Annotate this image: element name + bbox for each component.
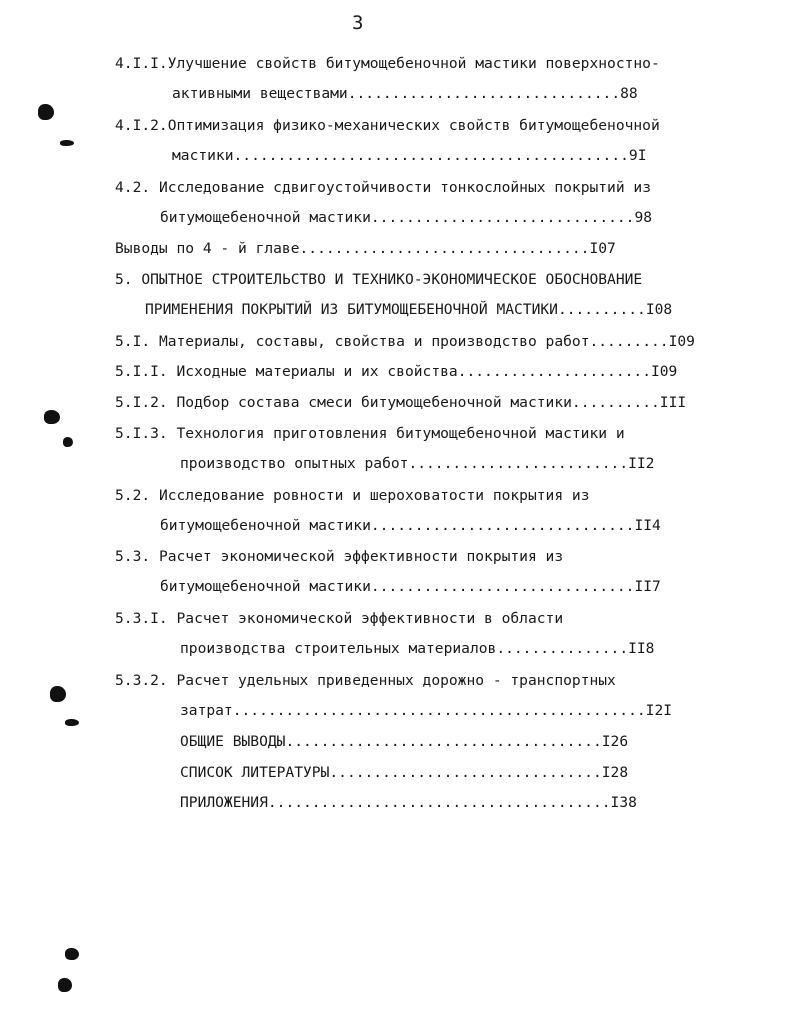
entry-title: Исследование ровности и шероховатости покрытия из xyxy=(158,487,590,504)
page-ref: I26 xyxy=(601,733,629,750)
section-number: 5.3.2. xyxy=(115,672,168,689)
entry-title: активными веществами xyxy=(172,85,348,102)
section-number: 5.I. xyxy=(115,333,151,350)
toc-entry-4-2-cont xyxy=(160,208,652,228)
scan-spot xyxy=(65,948,79,960)
entry-title: ОБЩИЕ ВЫВОДЫ xyxy=(180,733,286,750)
page-number: 3 xyxy=(352,12,364,34)
page-ref: 88 xyxy=(620,85,638,102)
section-number: 5. xyxy=(115,271,133,288)
section-number: 4.2. xyxy=(115,179,151,196)
scan-spot xyxy=(44,410,60,424)
entry-title: СПИСОК ЛИТЕРАТУРЫ xyxy=(180,764,330,781)
entry-title: Исследование сдвигоустойчивости тонкослойных покрытий из xyxy=(158,179,651,196)
entry-title: ПРИМЕНЕНИЯ ПОКРЫТИЙ ИЗ БИТУМОЩЕБЕНОЧНОЙ МАСТИКИ xyxy=(145,301,558,318)
entry-title: Оптимизация физико-механических свойств битумощебеночной xyxy=(167,117,660,134)
page-ref: II7 xyxy=(634,578,661,595)
toc-entry-5-1-2 xyxy=(115,393,686,413)
section-number: 5.I.3. xyxy=(115,425,168,442)
toc-entry-conclusions-4 xyxy=(115,239,616,259)
section-number: 5.3.I. xyxy=(115,610,168,627)
toc-entry-5-3 xyxy=(115,547,563,567)
page-ref: 9I xyxy=(628,147,647,164)
section-number: 5.3. xyxy=(115,548,151,565)
leader-dots: ............................... xyxy=(347,85,621,102)
toc-entry-5-3-2-cont xyxy=(180,701,672,721)
page-ref: II2 xyxy=(628,455,655,472)
toc-entry-5-cont xyxy=(145,300,672,320)
entry-title: Выводы по 4 - й главе xyxy=(115,240,300,257)
page-ref: 98 xyxy=(634,209,653,226)
toc-entry-5-3-1-cont xyxy=(180,639,654,659)
page-ref: I28 xyxy=(601,764,629,781)
entry-title: производство опытных работ xyxy=(180,455,409,472)
entry-title: Исходные материалы и их свойства xyxy=(176,363,458,380)
leader-dots: ......................... xyxy=(408,455,629,472)
toc-entry-5-3-2 xyxy=(115,671,616,691)
leader-dots: ................................. xyxy=(299,240,590,257)
entry-title: Технология приготовления битумощебеночной мастики и xyxy=(176,425,625,442)
entry-title: ПРИЛОЖЕНИЯ xyxy=(180,794,268,811)
entry-title: производства строительных материалов xyxy=(180,640,497,657)
section-number: 5.I.I. xyxy=(115,363,168,380)
leader-dots: ............................................... xyxy=(232,702,646,719)
page-ref: I08 xyxy=(645,301,673,318)
page-ref: III xyxy=(659,394,687,411)
page-ref: I38 xyxy=(610,794,637,811)
entry-title: битумощебеночной мастики xyxy=(160,209,371,226)
page-ref: II8 xyxy=(628,640,655,657)
entry-title: Расчет удельных приведенных дорожно - транспортных xyxy=(176,672,616,689)
section-number: 5.2. xyxy=(115,487,151,504)
leader-dots: .......... xyxy=(571,394,660,411)
toc-entry-appendices xyxy=(180,793,637,813)
leader-dots: ............................................. xyxy=(233,147,629,164)
leader-dots: ............................... xyxy=(329,764,602,781)
toc-entry-4-1-2 xyxy=(115,116,660,136)
leader-dots: .......... xyxy=(557,301,646,318)
scan-spot xyxy=(65,719,79,726)
page-ref: I09 xyxy=(668,333,695,350)
page-ref: I09 xyxy=(650,363,678,380)
scan-spot xyxy=(50,686,66,702)
entry-title: затрат xyxy=(180,702,233,719)
entry-title: Расчет экономической эффективности в области xyxy=(176,610,564,627)
toc-entry-4-1-2-cont xyxy=(172,146,646,166)
leader-dots: ......... xyxy=(589,333,669,350)
leader-dots: .............................. xyxy=(370,517,635,534)
section-number: 5.I.2. xyxy=(115,394,168,411)
entry-title: битумощебеночной мастики xyxy=(160,578,371,595)
section-number: 4.I.I. xyxy=(115,55,168,72)
toc-entry-5-1-3 xyxy=(115,424,625,444)
scan-spot xyxy=(60,140,74,146)
toc-entry-general-conclusions xyxy=(180,732,628,752)
toc-entry-5-1-1 xyxy=(115,362,677,382)
toc-entry-5-1 xyxy=(115,332,695,352)
scan-spot xyxy=(38,104,54,120)
entry-title: битумощебеночной мастики xyxy=(160,517,371,534)
toc-entry-5-3-cont xyxy=(160,577,661,597)
entry-title: Улучшение свойств битумощебеночной мастики поверхностно- xyxy=(167,55,660,72)
entry-title: Подбор состава смеси битумощебеночной мастики xyxy=(176,394,572,411)
toc-entry-4-1-1 xyxy=(115,54,660,74)
entry-title: мастики xyxy=(172,147,234,164)
entry-title: ОПЫТНОЕ СТРОИТЕЛЬСТВО И ТЕХНИКО-ЭКОНОМИЧЕСКОЕ ОБОСНОВАНИЕ xyxy=(141,271,643,288)
scan-spot xyxy=(63,437,73,447)
toc-entry-5-1-3-cont xyxy=(180,454,654,474)
toc-entry-5 xyxy=(115,270,642,290)
entry-title: Расчет экономической эффективности покрытия из xyxy=(158,548,564,565)
leader-dots: .............................. xyxy=(370,209,635,226)
section-number: 4.I.2. xyxy=(115,117,168,134)
toc-entry-4-2 xyxy=(115,178,651,198)
toc-entry-5-2 xyxy=(115,486,589,506)
entry-title: Материалы, составы, свойства и производство работ xyxy=(158,333,590,350)
leader-dots: ...................... xyxy=(457,363,651,380)
toc-entry-5-2-cont xyxy=(160,516,661,536)
toc-entry-4-1-1-cont xyxy=(172,84,638,104)
page-ref: I2I xyxy=(645,702,673,719)
leader-dots: .................................... xyxy=(285,733,602,750)
scan-spot xyxy=(58,978,72,992)
leader-dots: ............... xyxy=(496,640,629,657)
leader-dots: .............................. xyxy=(370,578,635,595)
toc-entry-references xyxy=(180,763,628,783)
toc-entry-5-3-1 xyxy=(115,609,563,629)
page-ref: II4 xyxy=(634,517,661,534)
leader-dots: ....................................... xyxy=(267,794,611,811)
page-ref: I07 xyxy=(589,240,616,257)
